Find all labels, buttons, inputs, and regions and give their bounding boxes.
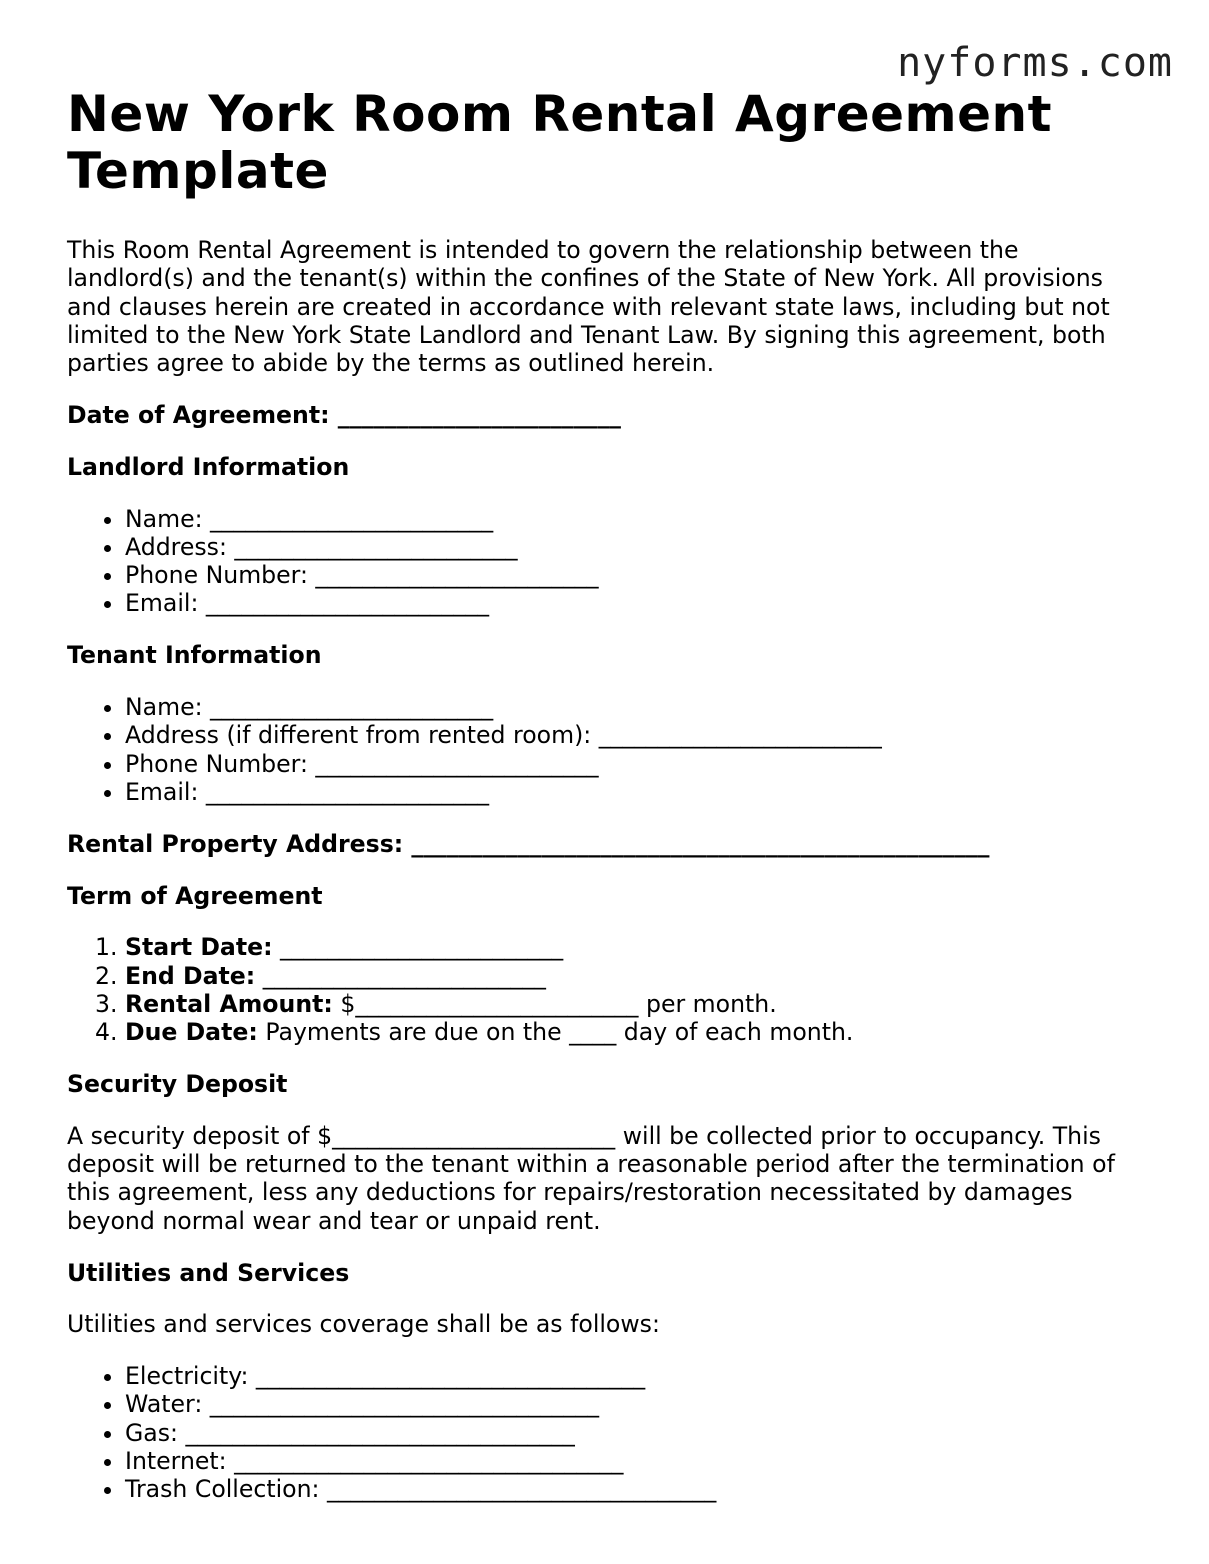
landlord-phone-field[interactable]: • Phone Number: ________________________ bbox=[125, 561, 1147, 589]
start-date-field[interactable] bbox=[125, 933, 1147, 961]
tenant-heading: Tenant Information bbox=[67, 641, 322, 670]
tenant-info-list bbox=[67, 693, 1147, 806]
utility-trash-field[interactable]: • Trash Collection: _________________________________ bbox=[125, 1475, 1147, 1503]
tenant-address-field[interactable]: • Address (if different from rented room): ________________________ bbox=[125, 721, 1147, 749]
rental-property-address-field[interactable] bbox=[67, 830, 1147, 858]
tenant-email-field[interactable]: • Email: ________________________ bbox=[125, 778, 1147, 806]
landlord-address-field[interactable]: • Address: ________________________ bbox=[125, 533, 1147, 561]
tenant-phone-field[interactable]: • Phone Number: ________________________ bbox=[125, 750, 1147, 778]
landlord-name-field[interactable]: • Name: ________________________ bbox=[125, 505, 1147, 533]
utility-electricity-field[interactable]: • Electricity: _________________________________ bbox=[125, 1362, 1147, 1390]
document-body bbox=[67, 86, 1147, 1504]
security-deposit-paragraph[interactable]: A security deposit of $________________________ will be collected prior to occupancy. This deposit will be returned to the tenant within a reasonable period after the termination of this agreement, less any deductions for repairs/restoration necessitated by damages beyond normal wear and tear or unpaid rent. bbox=[67, 1121, 1115, 1235]
start-date-blank[interactable]: ________________________ bbox=[280, 933, 564, 962]
security-deposit-heading: Security Deposit bbox=[67, 1070, 288, 1099]
site-watermark: nyforms.com bbox=[897, 40, 1173, 86]
landlord-email-field[interactable]: • Email: ________________________ bbox=[125, 589, 1147, 617]
utilities-list bbox=[67, 1362, 1147, 1503]
due-date-label: Due Date: bbox=[125, 1018, 258, 1047]
landlord-info-list bbox=[67, 505, 1147, 618]
start-date-label: Start Date: bbox=[125, 933, 273, 962]
due-date-field[interactable] bbox=[125, 1018, 1147, 1046]
rental-property-label: Rental Property Address: bbox=[67, 829, 404, 858]
utilities-heading: Utilities and Services bbox=[67, 1258, 350, 1287]
end-date-blank[interactable]: ________________________ bbox=[262, 961, 546, 990]
end-date-field[interactable] bbox=[125, 962, 1147, 990]
rental-amount-text[interactable]: $________________________ per month. bbox=[340, 989, 777, 1018]
due-date-text[interactable]: Payments are due on the ____ day of each month. bbox=[265, 1018, 854, 1047]
date-of-agreement-field[interactable]: Date of Agreement: ________________________ bbox=[67, 400, 621, 429]
rental-amount-label: Rental Amount: bbox=[125, 989, 333, 1018]
rental-amount-field[interactable] bbox=[125, 990, 1147, 1018]
rental-property-blank[interactable]: _________________________________________________ bbox=[411, 829, 990, 858]
term-list bbox=[67, 933, 1147, 1046]
intro-paragraph: This Room Rental Agreement is intended to govern the relationship between the landlord(s) and the tenant(s) within the confines of the State of New York. All provisions and clauses herein are created in accordance with relevant state laws, including but not limited to the New York State Landlord and Tenant Law. By signing this agreement, both parties agree to abide by the terms as outlined herein. bbox=[67, 236, 1110, 378]
utility-gas-field[interactable]: • Gas: _________________________________ bbox=[125, 1419, 1147, 1447]
term-heading: Term of Agreement bbox=[67, 881, 323, 910]
page-title: New York Room Rental Agreement Template bbox=[67, 85, 1053, 200]
tenant-name-field[interactable]: • Name: ________________________ bbox=[125, 693, 1147, 721]
utility-internet-field[interactable]: • Internet: _________________________________ bbox=[125, 1447, 1147, 1475]
end-date-label: End Date: bbox=[125, 961, 256, 990]
landlord-heading: Landlord Information bbox=[67, 452, 350, 481]
utilities-intro: Utilities and services coverage shall be as follows: bbox=[67, 1310, 660, 1339]
utility-water-field[interactable]: • Water: _________________________________ bbox=[125, 1390, 1147, 1418]
